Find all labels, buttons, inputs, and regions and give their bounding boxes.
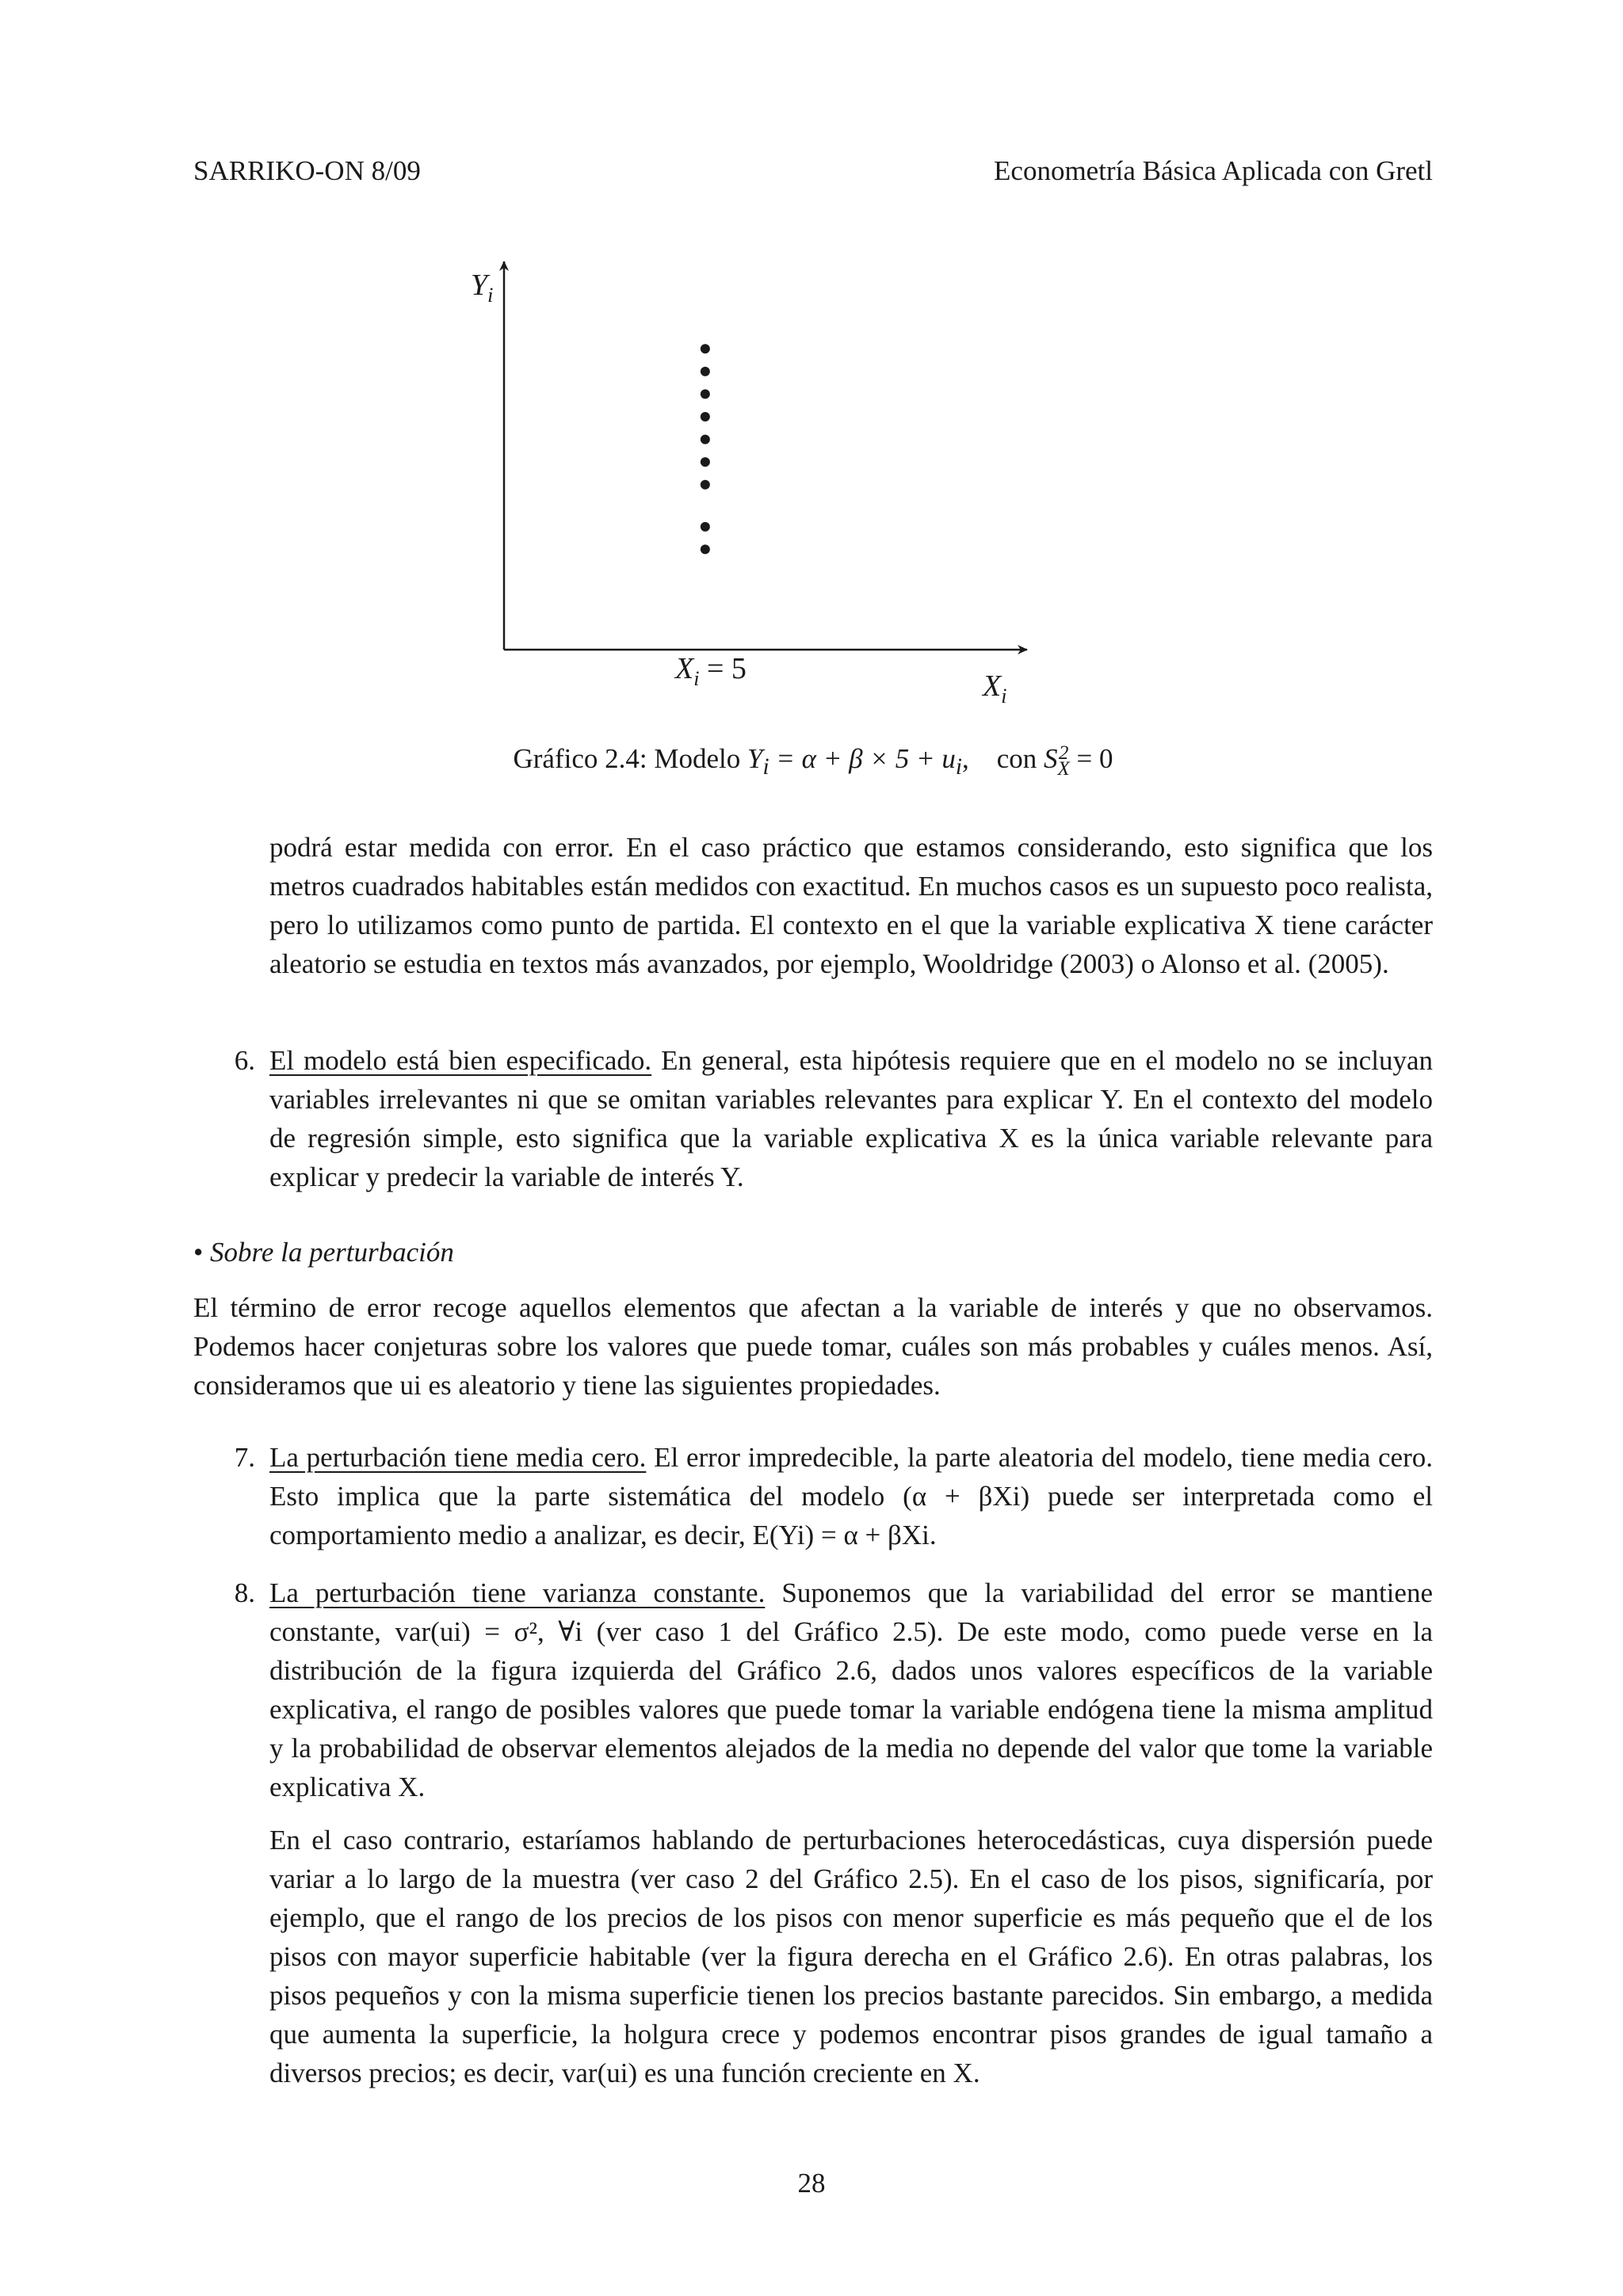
- data-point: [701, 457, 710, 467]
- bullet-symbol: •: [193, 1237, 204, 1268]
- data-point: [701, 435, 710, 444]
- x-tick-label: $X_i = 5$: [675, 652, 747, 690]
- figure-2-4: [444, 252, 1078, 727]
- data-point: [701, 412, 710, 421]
- data-point: [701, 480, 710, 490]
- x-axis-label: $X_i$: [983, 669, 1007, 707]
- caption-con: , con: [961, 743, 1044, 774]
- caption-model: $Y_i = \alpha + \beta \times 5 + u_i$: [747, 743, 962, 780]
- caption-prefix: Gráfico 2.4: Modelo: [513, 743, 747, 774]
- item7-title: La perturbación tiene media cero.: [269, 1442, 647, 1473]
- data-point: [701, 344, 710, 353]
- running-header: [193, 155, 1433, 187]
- item6-title: El modelo está bien especificado.: [269, 1045, 652, 1076]
- item8-number: 8.: [234, 1577, 255, 1608]
- caption-variance: S 2 X = 0: [1043, 742, 1113, 780]
- data-points: [701, 344, 710, 554]
- item8-title: La perturbación tiene varianza constante.: [269, 1577, 766, 1608]
- figure-caption: [193, 742, 1433, 784]
- item8: [269, 1573, 1433, 1806]
- item6: [269, 1041, 1433, 1196]
- data-point: [701, 544, 710, 554]
- error-term-paragraph: El término de error recoge aquellos elementos que afectan a la variable de interés y que no observamos. Podemos hacer conjeturas sobre los valores que puede tomar, cuáles son más probables y cuáles menos. Así, consideramos que ui es aleatorio y tiene las siguientes propiedades.: [193, 1292, 1433, 1401]
- item6-number: 6.: [234, 1045, 255, 1076]
- bullet-text: Sobre la perturbación: [210, 1237, 454, 1268]
- item8-text: Suponemos que la variabilidad del error se mantiene constante, var(ui) = σ², ∀i (ver caso 1 del Gráfico 2.5). De este modo, como puede verse en la distribución de la figura izquierda del Gráfico 2.6, dados unos valores específicos de la variable explicativa, el rango de posibles valores que puede tomar la variable endógena tiene la misma amplitud y la probabilidad de observar elementos alejados de la media no depende del valor que tome la variable explicativa X.: [269, 1577, 1433, 1802]
- item8-paragraph-2: En el caso contrario, estaríamos hablando de perturbaciones heterocedásticas, cuya dispersión puede variar a lo largo de la muestra (ver caso 2 del Gráfico 2.5). En el caso de los pisos, significaría, por ejemplo, que el rango de los precios de los pisos con menor superficie es más pequeño que el de los pisos con mayor superficie habitable (ver la figura derecha en el Gráfico 2.6). En otras palabras, los pisos pequeños y con la misma superficie tienen los precios bastante parecidos. Sin embargo, a medida que aumenta la superficie, la holgura crece y podemos encontrar pisos grandes de igual tamaño a diversos precios; es decir, var(ui) es una función creciente en X.: [269, 1825, 1433, 2088]
- header-left: SARRIKO-ON 8/09: [193, 155, 421, 186]
- bullet-heading: [193, 1233, 454, 1272]
- page-number: 28: [797, 2168, 826, 2199]
- header-right: Econometría Básica Aplicada con Gretl: [994, 155, 1433, 186]
- y-axis-label: $Y_i$: [471, 269, 494, 307]
- data-point: [701, 389, 710, 399]
- item7-text: El error impredecible, la parte aleatoria del modelo, tiene media cero. Esto implica que la parte sistemática del modelo (α + βXi) puede ser interpretada como el comportamiento medio a analizar, es decir, E(Yi) = α + βXi.: [269, 1442, 1433, 1550]
- scatter-chart: [444, 252, 1078, 727]
- item7-number: 7.: [234, 1442, 255, 1473]
- item5-continuation: podrá estar medida con error. En el caso práctico que estamos considerando, esto significa que los metros cuadrados habitables están medidos con exactitud. En muchos casos es un supuesto poco realista, pero lo utilizamos como punto de partida. El contexto en el que la variable explicativa X tiene carácter aleatorio se estudia en textos más avanzados, por ejemplo, Wooldridge (2003) o Alonso et al. (2005).: [269, 832, 1433, 979]
- item6-text: En general, esta hipótesis requiere que en el modelo no se incluyan variables irrelevantes ni que se omitan variables relevantes para explicar Y. En el contexto del modelo de regresión simple, esto significa que la variable explicativa X es la única variable relevante para explicar y predecir la variable de interés Y.: [269, 1045, 1433, 1192]
- item7: [269, 1438, 1433, 1554]
- data-point: [701, 522, 710, 532]
- data-point: [701, 367, 710, 376]
